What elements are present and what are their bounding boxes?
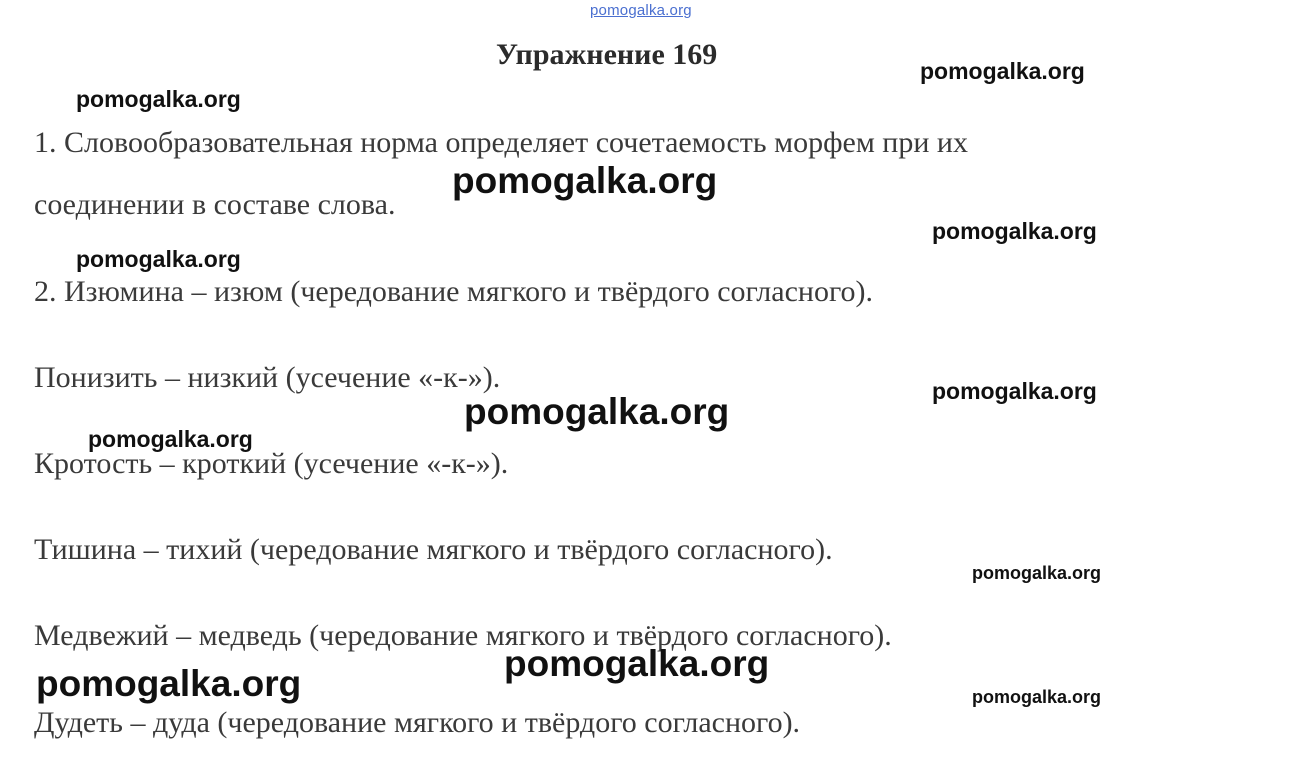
text-line-5: Кротость – кроткий (усечение «-к-»). bbox=[34, 447, 509, 480]
watermark: pomogalka.org bbox=[76, 246, 241, 272]
watermark: pomogalka.org bbox=[464, 391, 730, 432]
text-line-1: 1. Словообразовательная норма определяет сочетаемость морфем при их bbox=[34, 126, 968, 159]
watermark: pomogalka.org bbox=[932, 378, 1097, 404]
watermark: pomogalka.org bbox=[972, 563, 1102, 583]
watermark: pomogalka.org bbox=[504, 643, 770, 684]
text-line-4: Понизить – низкий (усечение «-к-»). bbox=[34, 361, 501, 394]
watermark: pomogalka.org bbox=[920, 58, 1085, 84]
watermark: pomogalka.org bbox=[452, 160, 718, 201]
exercise-title: Упражнение 169 bbox=[496, 38, 718, 71]
watermark: pomogalka.org bbox=[932, 218, 1097, 244]
text-line-8: Дудеть – дуда (чередование мягкого и твёрдого согласного). bbox=[34, 706, 801, 739]
text-line-6: Тишина – тихий (чередование мягкого и твёрдого согласного). bbox=[34, 533, 833, 566]
text-line-3: 2. Изюмина – изюм (чередование мягкого и твёрдого согласного). bbox=[34, 275, 874, 308]
watermark: pomogalka.org bbox=[36, 663, 302, 704]
site-link[interactable]: pomogalka.org bbox=[590, 2, 692, 19]
text-line-7: Медвежий – медведь (чередование мягкого и твёрдого согласного). bbox=[34, 619, 892, 652]
watermark: pomogalka.org bbox=[972, 687, 1102, 707]
watermark: pomogalka.org bbox=[88, 426, 253, 452]
watermark: pomogalka.org bbox=[76, 86, 241, 112]
text-line-2: соединении в составе слова. bbox=[34, 188, 396, 221]
